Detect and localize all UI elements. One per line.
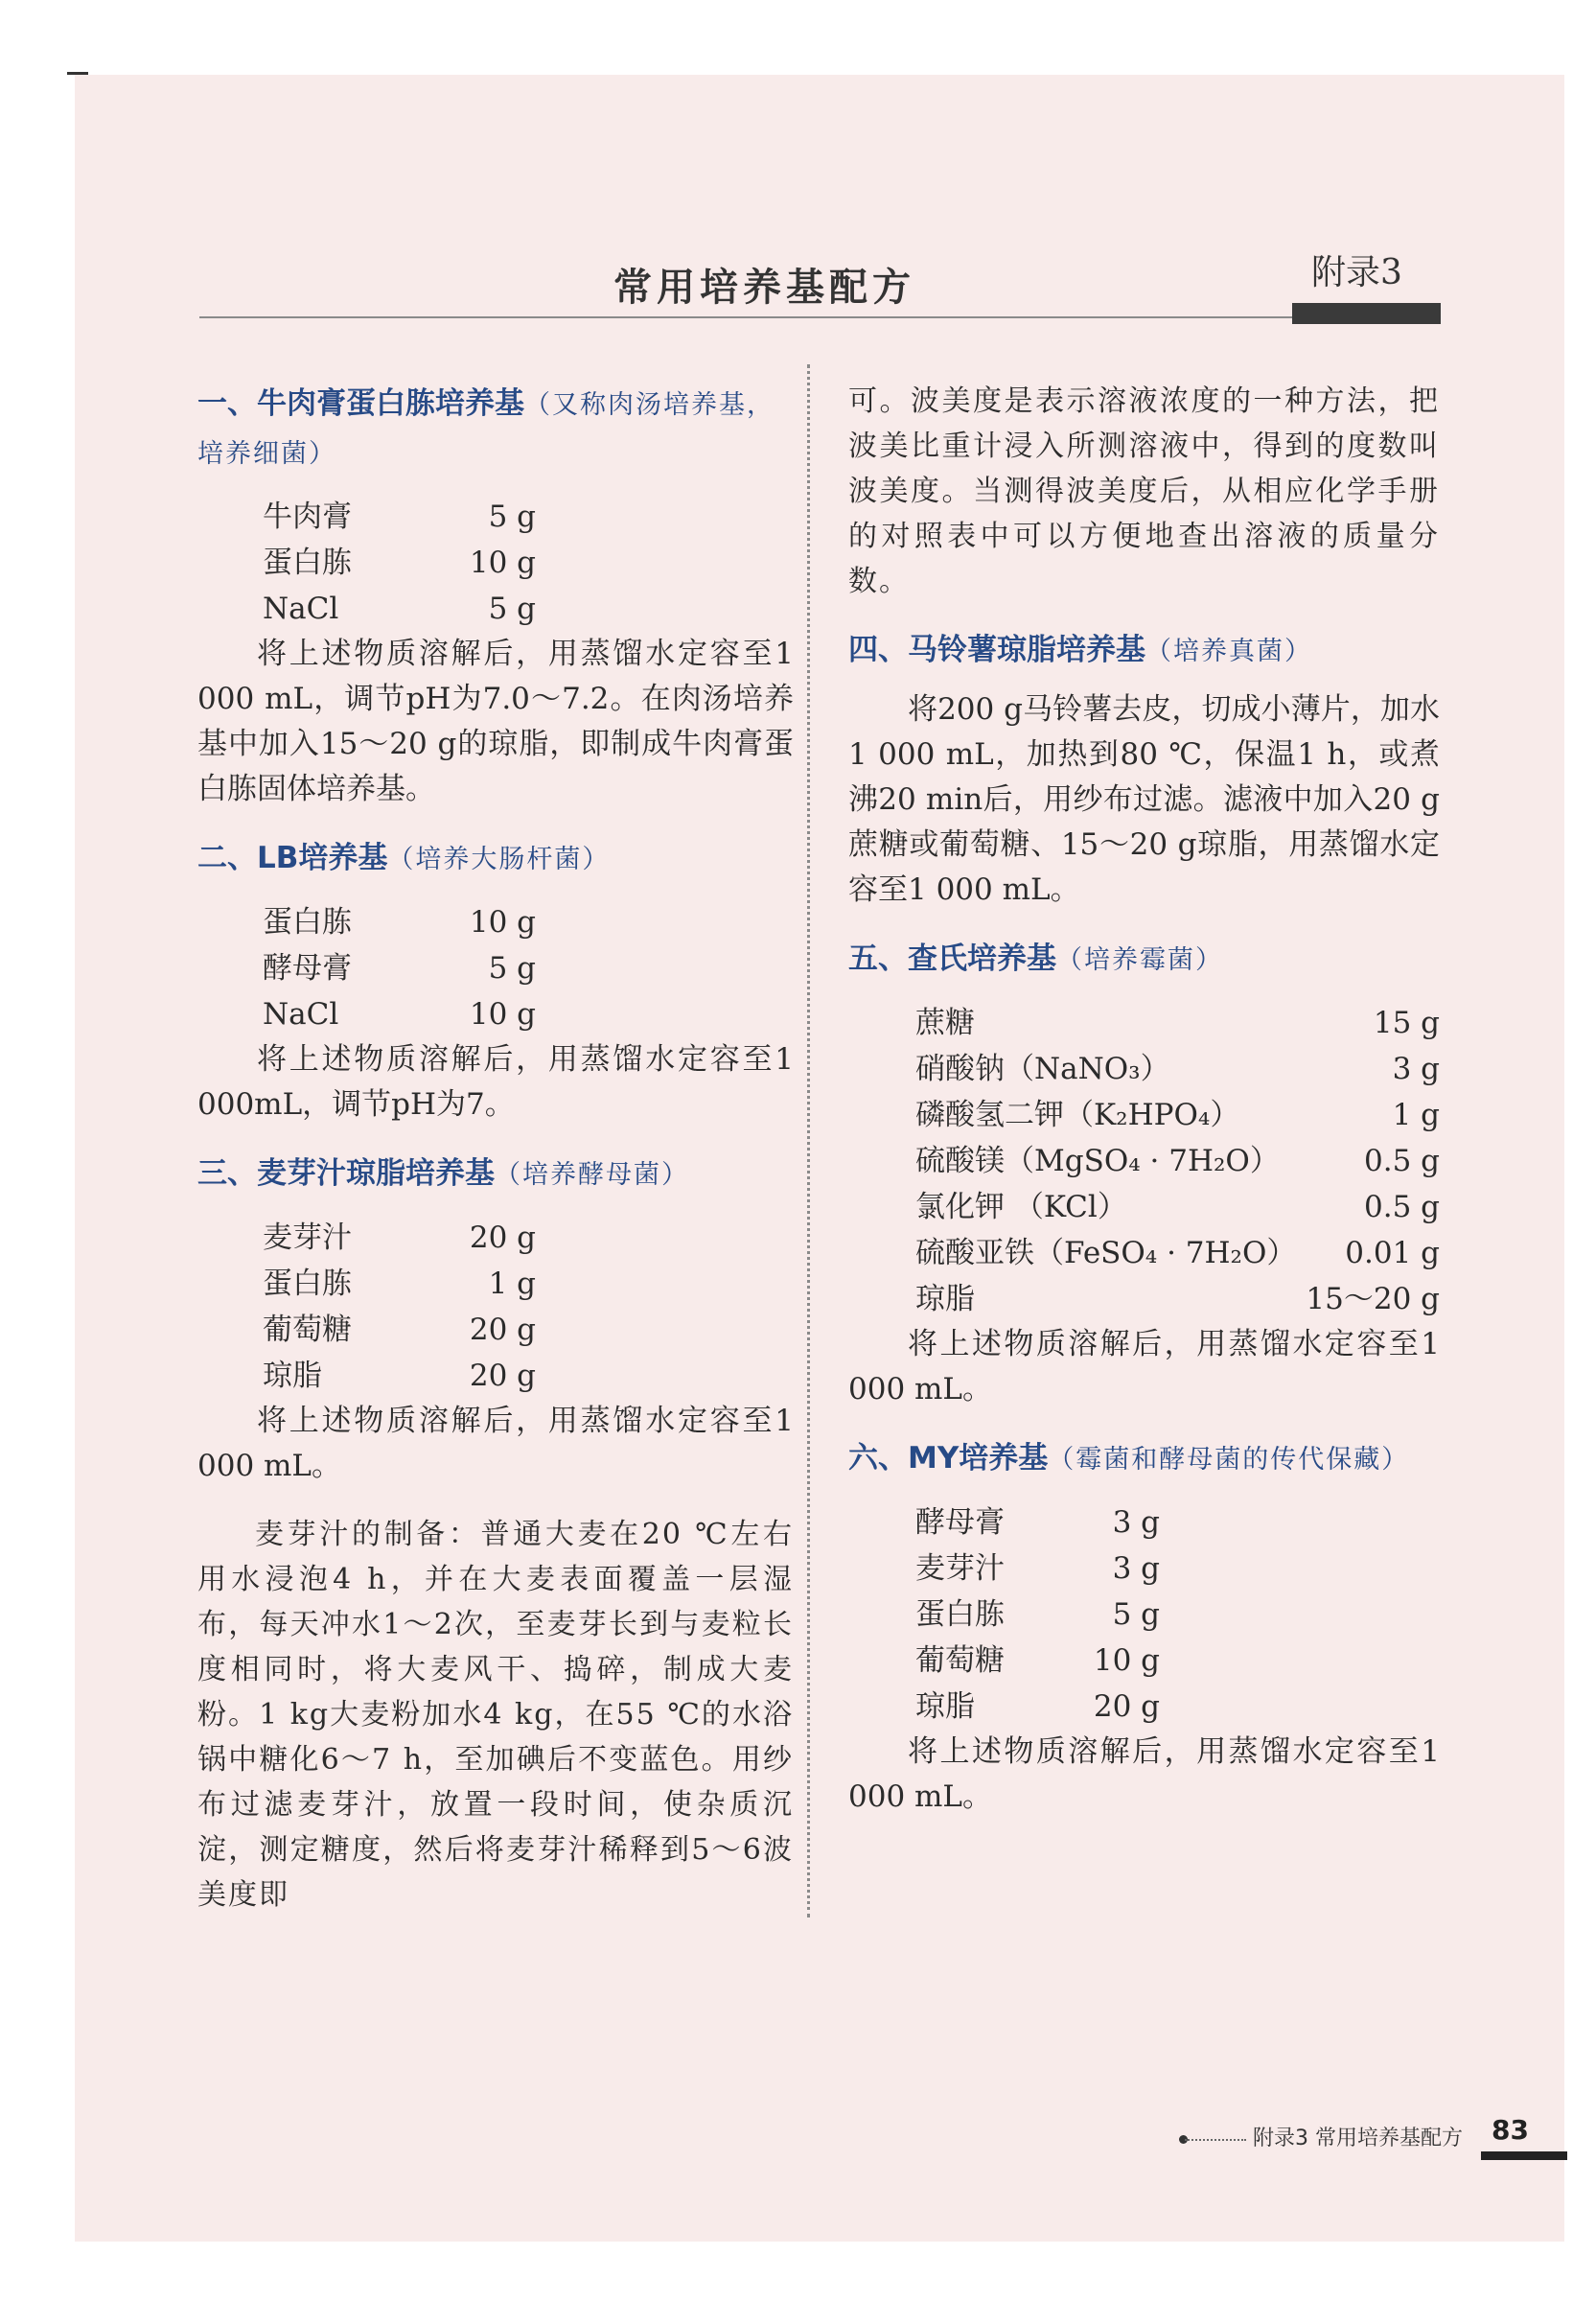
ingredient-amount: 0.01 g [1345, 1235, 1440, 1270]
chapter-tag: 附录3 [1311, 253, 1402, 292]
ingredient-row [197, 1353, 794, 1399]
ingredient-row [848, 1046, 1440, 1092]
section-note: （培养大肠杆菌） [387, 845, 611, 874]
ingredient-name: 蛋白胨 [263, 904, 352, 940]
ingredient-amount: 1 g [1392, 1097, 1440, 1132]
ingredient-amount: 20 g [469, 1312, 536, 1347]
section-note: （培养霉菌） [1056, 945, 1223, 975]
ingredient-name: 硫酸亚铁（FeSO₄ · 7H₂O） [915, 1235, 1297, 1270]
section-note: （又称肉汤培养基，培养细菌） [197, 390, 775, 469]
ingredient-amount: 5 g [488, 591, 536, 626]
ingredient-name: 蛋白胨 [263, 1266, 352, 1301]
ingredient-amount: 1 g [488, 1266, 536, 1301]
ingredient-amount: 0.5 g [1364, 1143, 1440, 1178]
ingredient-amount: 20 g [1093, 1688, 1160, 1724]
ingredient-list [848, 1482, 1440, 1730]
section-title: 二、LB培养基 [197, 841, 388, 875]
ingredient-amount: 15～20 g [1306, 1281, 1440, 1316]
section-note: （培养酵母菌） [495, 1160, 689, 1190]
header-rule [199, 316, 1292, 318]
section-text: 将200 g马铃薯去皮，切成小薄片，加水1 000 mL，加热到80 ℃，保温1 h，或煮沸20 min后，用纱布过滤。滤液中加入20 g蔗糖或葡萄糖、15～20 g琼脂，用蒸馏水定容至1 000 mL。 [848, 692, 1440, 907]
ingredient-name: 硫酸镁（MgSO₄ · 7H₂O） [915, 1143, 1280, 1178]
ingredient-row [848, 1638, 1440, 1684]
ingredient-name: 琼脂 [915, 1281, 975, 1316]
page-number: 83 [1492, 2114, 1529, 2146]
section-text: 将上述物质溶解后，用蒸馏水定容至1 000mL，调节pH为7。 [197, 1042, 794, 1122]
ingredient-row [197, 494, 794, 540]
ingredient-name: NaCl [263, 591, 339, 626]
ingredient-row [848, 1276, 1440, 1322]
section-6-heading [848, 1433, 1440, 1482]
ingredient-name: 麦芽汁 [915, 1550, 1005, 1586]
section-title: 五、查氏培养基 [848, 941, 1056, 976]
ingredient-amount: 20 g [469, 1220, 536, 1255]
header-bar [1292, 303, 1441, 324]
ingredient-name: 硝酸钠（NaNO₃） [915, 1051, 1170, 1086]
left-column [197, 379, 794, 1918]
section-2-heading [197, 833, 794, 882]
ingredient-amount: 0.5 g [1364, 1189, 1440, 1224]
footer-rule [1185, 2139, 1246, 2141]
ingredient-row [848, 1546, 1440, 1592]
ingredient-name: 磷酸氢二钾（K₂HPO₄） [915, 1097, 1240, 1132]
ingredient-amount: 10 g [469, 904, 536, 940]
ingredient-row [848, 1184, 1440, 1230]
ingredient-amount: 15 g [1373, 1005, 1440, 1040]
ingredient-row [848, 1000, 1440, 1046]
ingredient-amount: 3 g [1112, 1550, 1160, 1586]
section-text: 将上述物质溶解后，用蒸馏水定容至1 000 mL。 [848, 1327, 1440, 1406]
ingredient-row [848, 1230, 1440, 1276]
section-4-heading [848, 625, 1440, 674]
section-title: 六、MY培养基 [848, 1441, 1049, 1476]
ingredient-row [197, 1307, 794, 1353]
ingredient-name: 麦芽汁 [263, 1220, 352, 1255]
ingredient-row [848, 1138, 1440, 1184]
ingredient-row [197, 586, 794, 632]
ingredient-amount: 10 g [1093, 1642, 1160, 1678]
malt-extract-note-continued: 可。波美度是表示溶液浓度的一种方法，把波美比重计浸入所测溶液中，得到的度数叫波美度。当测得波美度后，从相应化学手册的对照表中可以方便地查出溶液的质量分数。 [848, 384, 1440, 598]
section-text: 将上述物质溶解后，用蒸馏水定容至1 000 mL。 [197, 1404, 794, 1483]
column-divider [807, 364, 810, 1918]
ingredient-row [848, 1684, 1440, 1730]
ingredient-name: 蛋白胨 [915, 1596, 1005, 1632]
ingredient-amount: 10 g [469, 545, 536, 580]
ingredient-name: 酵母膏 [915, 1504, 1005, 1540]
section-text: 将上述物质溶解后，用蒸馏水定容至1 000 mL，调节pH为7.0～7.2。在肉汤培养基中加入15～20 g的琼脂，即制成牛肉膏蛋白胨固体培养基。 [197, 637, 794, 806]
ingredient-name: NaCl [263, 996, 339, 1032]
ingredient-row [197, 1215, 794, 1261]
ingredient-list [197, 1197, 794, 1399]
ingredient-name: 氯化钾 （KCl） [915, 1189, 1127, 1224]
section-title: 一、牛肉膏蛋白胨培养基 [197, 386, 524, 421]
ingredient-row [848, 1499, 1440, 1546]
ingredient-row [197, 899, 794, 945]
ingredient-name: 葡萄糖 [915, 1642, 1005, 1678]
ingredient-amount: 3 g [1392, 1051, 1440, 1086]
ingredient-list [848, 983, 1440, 1322]
ingredient-row [197, 945, 794, 991]
section-title: 四、马铃薯琼脂培养基 [848, 633, 1145, 667]
section-5-heading [848, 934, 1440, 983]
ingredient-row [197, 991, 794, 1037]
ingredient-row [848, 1592, 1440, 1638]
ingredient-name: 葡萄糖 [263, 1312, 352, 1347]
ingredient-row [197, 540, 794, 586]
running-footer: 附录3 常用培养基配方 [1253, 2127, 1463, 2150]
ingredient-amount: 3 g [1112, 1504, 1160, 1540]
malt-extract-note: 麦芽汁的制备：普通大麦在20 ℃左右用水浸泡4 h，并在大麦表面覆盖一层湿布，每天冲水1～2次，至麦芽长到与麦粒长度相同时，将大麦风干、捣碎，制成大麦粉。1 kg大麦粉加水4 kg，在55 ℃的水浴锅中糖化6～7 h，至加碘后不变蓝色。用纱布过滤麦芽汁，放置一段时间，使杂质沉淀，测定糖度，然后将麦芽汁稀释到5～6波美度即 [197, 1518, 794, 1912]
footer-bar [1481, 2151, 1567, 2160]
ingredient-name: 牛肉膏 [263, 499, 352, 534]
ingredient-list [197, 476, 794, 632]
section-3-heading [197, 1149, 794, 1197]
section-note: （霉菌和酵母菌的传代保藏） [1048, 1445, 1410, 1475]
ingredient-amount: 10 g [469, 996, 536, 1032]
ingredient-row [848, 1092, 1440, 1138]
right-column [848, 379, 1440, 1820]
ingredient-amount: 5 g [1112, 1596, 1160, 1632]
ingredient-name: 蔗糖 [915, 1005, 975, 1040]
ingredient-amount: 5 g [488, 950, 536, 986]
section-text: 将上述物质溶解后，用蒸馏水定容至1 000 mL。 [848, 1734, 1440, 1814]
section-1-heading [197, 379, 794, 476]
ingredient-row [197, 1261, 794, 1307]
ingredient-amount: 5 g [488, 499, 536, 534]
ingredient-amount: 20 g [469, 1358, 536, 1393]
ingredient-name: 琼脂 [263, 1358, 322, 1393]
page-title: 常用培养基配方 [613, 265, 915, 310]
ingredient-name: 酵母膏 [263, 950, 352, 986]
ingredient-list [197, 882, 794, 1037]
section-note: （培养真菌） [1145, 637, 1312, 666]
ingredient-name: 琼脂 [915, 1688, 975, 1724]
section-title: 三、麦芽汁琼脂培养基 [197, 1156, 495, 1191]
ingredient-name: 蛋白胨 [263, 545, 352, 580]
